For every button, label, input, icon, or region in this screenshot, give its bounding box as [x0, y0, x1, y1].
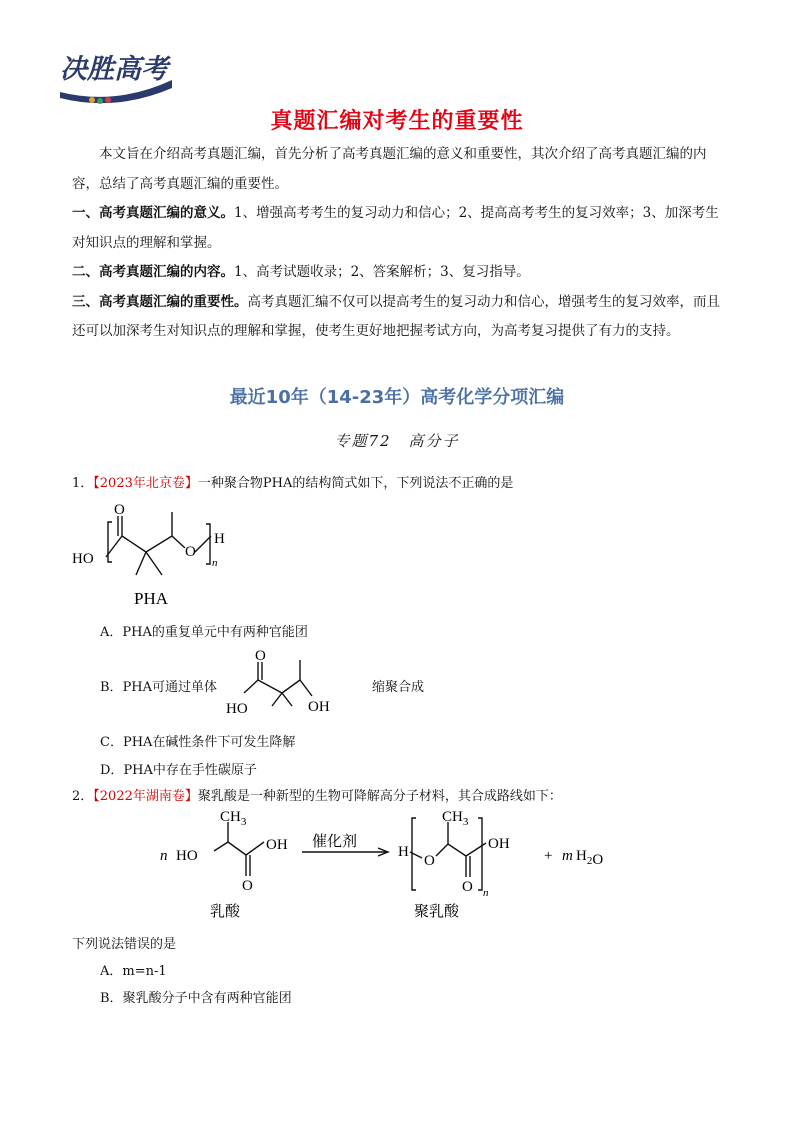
atom-ho: HO	[176, 848, 198, 864]
subscript-n: n	[212, 557, 218, 569]
intro-point-text: 1、增强高考考生的复习动力和信心；2、提高高考考生的复习效率；3、加深考生对知识点的理解和掌握。	[72, 205, 719, 251]
atom-o-top: O	[114, 502, 125, 518]
intro-section	[72, 140, 722, 347]
coef-m: m	[562, 848, 573, 864]
logo-graphic	[56, 40, 176, 110]
q1-option-d[interactable]	[100, 759, 257, 778]
atom-o-ring: O	[185, 544, 196, 560]
q1-option-b-suffix: 缩聚合成	[372, 680, 425, 695]
atom-ho: HO	[226, 701, 248, 717]
intro-point-1	[72, 199, 722, 258]
atom-o-left: O	[242, 878, 253, 894]
atom-o-ring: O	[424, 853, 435, 869]
option-letter: B．	[100, 991, 123, 1006]
question-1-stem	[72, 472, 513, 491]
option-text: m=n-1	[122, 964, 167, 979]
option-text: PHA在碱性条件下可发生降解	[122, 735, 296, 750]
label-polylactic-acid: 聚乳酸	[414, 902, 460, 920]
q2-option-a[interactable]	[100, 960, 167, 979]
atom-h: H	[214, 531, 225, 547]
question-2-stem	[72, 785, 562, 804]
topic-heading: 专题72 高分子	[334, 432, 460, 450]
atom-o-right: O	[462, 879, 473, 895]
option-text: PHA可通过单体	[122, 680, 218, 695]
question-number: 1．	[72, 476, 94, 491]
option-text: PHA中存在手性碳原子	[123, 763, 257, 778]
option-letter: A．	[100, 625, 123, 640]
monomer-structure	[224, 646, 344, 718]
intro-point-3	[72, 288, 722, 347]
question-source: 【2022年湖南卷】	[93, 789, 198, 804]
intro-point-text: 1、高考试题收录；2、答案解析；3、复习指导。	[234, 264, 530, 280]
plus-sign: +	[544, 848, 553, 864]
question-text: 一种聚合物PHA的结构简式如下，下列说法不正确的是	[197, 476, 514, 491]
group-ch3-left: $CH_3$	[220, 809, 247, 828]
intro-point-2	[72, 258, 722, 288]
option-letter: D．	[100, 763, 124, 778]
question-number: 2．	[72, 789, 94, 804]
atom-ho: HO	[72, 551, 94, 567]
atom-o: O	[255, 648, 266, 664]
reaction-scheme	[160, 806, 640, 926]
page-title: 真题汇编对考生的重要性	[270, 109, 524, 134]
option-letter: A．	[100, 964, 123, 979]
label-lactic-acid: 乳酸	[210, 902, 241, 920]
atom-oh-right: OH	[488, 836, 510, 852]
atom-h: H	[398, 844, 409, 860]
q1-option-a[interactable]	[100, 621, 308, 640]
intro-point-text: 高考真题汇编不仅可以提高考生的复习动力和信心，增强考生的复习效率，而且还可以加深考生对知识点的理解和掌握，使考生更好地把握考试方向，为高考复习提供了有力的支持。	[72, 293, 720, 339]
logo	[56, 40, 176, 110]
logo-dot-1	[89, 97, 95, 103]
q1-option-b[interactable]	[100, 676, 217, 695]
question-text: 聚乳酸是一种新型的生物可降解高分子材料，其合成路线如下：	[197, 789, 562, 804]
question-2-followup: 下列说法错误的是	[72, 937, 177, 952]
subscript-n: n	[483, 887, 489, 899]
q2-option-b[interactable]	[100, 987, 292, 1006]
atom-oh: OH	[308, 699, 330, 715]
option-letter: B．	[100, 680, 123, 695]
q1-option-c[interactable]	[100, 731, 295, 750]
intro-paragraph: 本文旨在介绍高考真题汇编，首先分析了高考真题汇编的意义和重要性，其次介绍了高考真题汇编的内容，总结了高考真题汇编的重要性。	[72, 146, 707, 192]
logo-dot-3	[105, 97, 111, 103]
atom-oh-left: OH	[266, 837, 288, 853]
intro-point-label: 二、高考真题汇编的内容。	[72, 264, 234, 280]
option-text: PHA的重复单元中有两种官能团	[122, 625, 308, 640]
group-ch3-right: $CH_3$	[442, 809, 469, 828]
intro-point-label: 三、高考真题汇编的重要性。	[72, 293, 248, 310]
logo-text: 决胜高考	[60, 54, 168, 85]
question-source: 【2023年北京卷】	[93, 476, 198, 491]
pha-structure	[68, 498, 248, 613]
coef-n: n	[160, 848, 168, 864]
option-text: 聚乳酸分子中含有两种官能团	[122, 991, 292, 1006]
section-title: 最近10年（14-23年）高考化学分项汇编	[229, 387, 565, 408]
option-letter: C．	[100, 735, 123, 750]
pha-label: PHA	[134, 589, 169, 608]
formula-water: $H_2O$	[576, 848, 604, 868]
intro-point-label: 一、高考真题汇编的意义。	[72, 205, 234, 221]
catalyst-label: 催化剂	[312, 832, 358, 850]
